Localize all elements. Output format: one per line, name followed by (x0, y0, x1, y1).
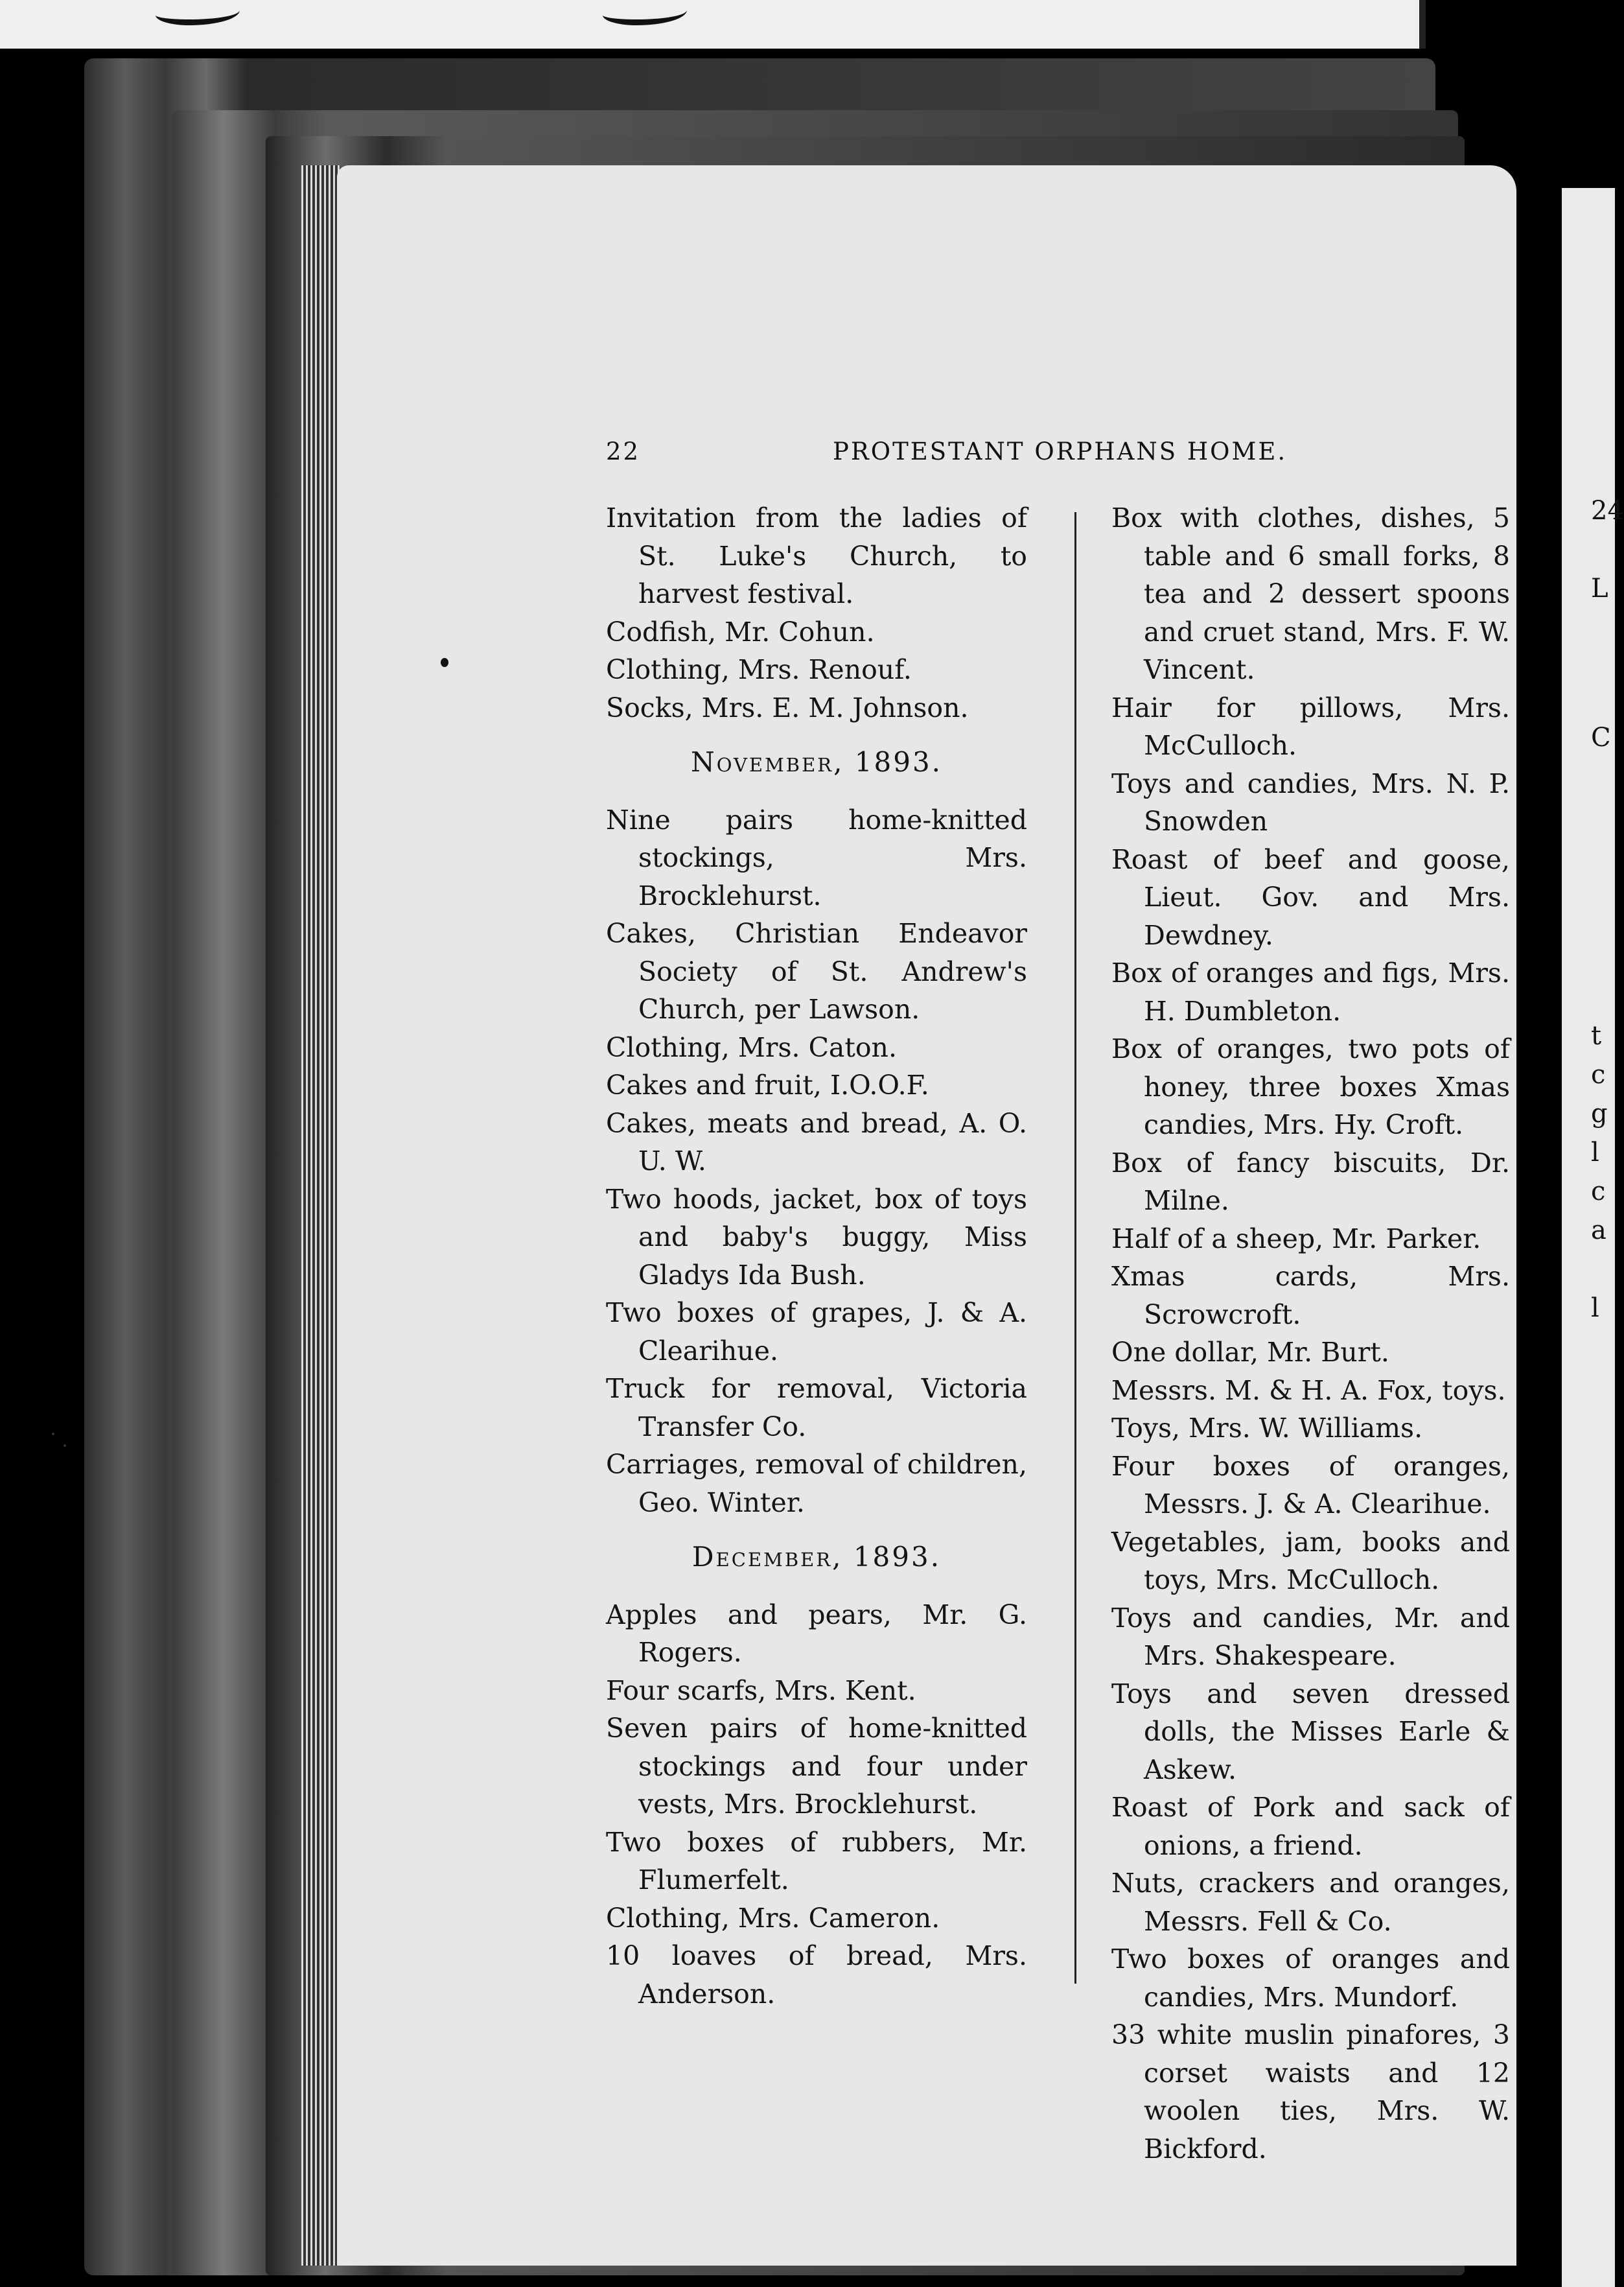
october-list (606, 499, 1027, 727)
list-item: Roast of Pork and sack of onions, a friend. (1111, 1792, 1510, 1861)
list-item: Seven pairs of home-knitted stockings and four under vests, Mrs. Brocklehurst. (606, 1713, 1027, 1820)
facing-page-fragment: L (1591, 574, 1608, 604)
list-item: Box of oranges, two pots of honey, three boxes Xmas candies, Mrs. Hy. Croft. (1111, 1033, 1510, 1140)
list-item: Nine pairs home-knitted stockings, Mrs. Brocklehurst. (606, 804, 1027, 911)
list-item: Xmas cards, Mrs. Scrowcroft. (1111, 1261, 1510, 1330)
list-item: Toys and candies, Mrs. N. P. Snowden (1111, 768, 1510, 837)
list-item: Toys and seven dressed dolls, the Misses Earle & Askew. (1111, 1678, 1510, 1785)
list-item: Box with clothes, dishes, 5 table and 6 small forks, 8 tea and 2 dessert spoons and cruet stand, Mrs. F. W. Vincent. (1111, 502, 1510, 685)
list-item: Cakes and fruit, I.O.O.F. (606, 1070, 929, 1101)
facing-page-fragment: l (1591, 1293, 1599, 1323)
facing-page-fragment: 24 (1591, 496, 1624, 526)
list-item: Clothing, Mrs. Renouf. (606, 654, 912, 685)
list-item: Nuts, crackers and oranges, Messrs. Fell & Co. (1111, 1868, 1510, 1937)
facing-page-fragment: C (1591, 723, 1611, 753)
list-item: Two boxes of rubbers, Mr. Flumerfelt. (606, 1826, 1027, 1895)
list-item: Cakes, Christian Endeavor Society of St. Andrew's Church, per Lawson. (606, 918, 1027, 1025)
facing-page-fragment: g (1591, 1099, 1608, 1129)
facing-page-fragment: c (1591, 1060, 1606, 1090)
right-column (1111, 499, 1510, 2168)
list-item: Two hoods, jacket, box of toys and baby's buggy, Miss Gladys Ida Bush. (606, 1183, 1027, 1291)
list-item: Vegetables, jam, books and toys, Mrs. McCulloch. (1111, 1526, 1510, 1595)
scan-mark (603, 0, 687, 25)
scan-background-sheet (0, 0, 1426, 49)
list-item: Truck for removal, Victoria Transfer Co. (606, 1373, 1027, 1442)
list-item: Carriages, removal of children, Geo. Winter. (606, 1449, 1027, 1518)
list-item: Messrs. M. & H. A. Fox, toys. (1111, 1374, 1506, 1406)
list-item: Box of oranges and figs, Mrs. H. Dumbleton. (1111, 957, 1510, 1027)
list-item: 33 white muslin pinafores, 3 corset waists and 12 woolen ties, Mrs. W. Bickford. (1111, 2019, 1510, 2164)
list-item: Invitation from the ladies of St. Luke's Church, to harvest festival. (606, 502, 1027, 609)
list-item: Clothing, Mrs. Cameron. (606, 1902, 940, 1934)
list-item: Codfish, Mr. Cohun. (606, 616, 875, 648)
running-title: PROTESTANT ORPHANS HOME. (833, 438, 1288, 465)
list-item: Half of a sheep, Mr. Parker. (1111, 1223, 1481, 1254)
page-number: 22 (606, 438, 641, 465)
list-item: Roast of beef and goose, Lieut. Gov. and Mrs. Dewdney. (1111, 843, 1510, 951)
december-list (606, 1596, 1027, 2013)
list-item: Socks, Mrs. E. M. Johnson. (606, 692, 969, 723)
ink-fleck (52, 1433, 54, 1435)
month-heading-december: December, 1893. (691, 1541, 942, 1573)
page-edges (301, 165, 340, 2266)
facing-page-fragment: t (1591, 1021, 1602, 1051)
list-item: Apples and pears, Mr. G. Rogers. (606, 1599, 1027, 1668)
list-item: Two boxes of grapes, J. & A. Clearihue. (606, 1297, 1027, 1366)
ink-spot (441, 658, 448, 667)
list-item: Four scarfs, Mrs. Kent. (606, 1674, 916, 1706)
column-divider (1074, 512, 1076, 1984)
list-item: 10 loaves of bread, Mrs. Anderson. (606, 1940, 1027, 2010)
list-item: One dollar, Mr. Burt. (1111, 1337, 1389, 1368)
facing-page-fragment: c (1591, 1177, 1606, 1206)
list-item: Two boxes of oranges and candies, Mrs. Mundorf. (1111, 1943, 1510, 2013)
month-heading-november: November, 1893. (690, 746, 943, 778)
left-column (606, 499, 1027, 2013)
list-item: Four boxes of oranges, Messrs. J. & A. Clearihue. (1111, 1450, 1510, 1519)
scan-mark (156, 0, 240, 25)
facing-page-fragment: l (1591, 1138, 1599, 1167)
list-item: Cakes, meats and bread, A. O. U. W. (606, 1107, 1027, 1177)
list-item: Clothing, Mrs. Caton. (606, 1031, 897, 1063)
list-item: Toys and candies, Mr. and Mrs. Shakespeare. (1111, 1602, 1510, 1671)
ink-fleck (64, 1444, 66, 1447)
november-list (606, 801, 1027, 1522)
list-item: Toys, Mrs. W. Williams. (1111, 1413, 1423, 1444)
facing-page-fragment: a (1591, 1215, 1607, 1245)
list-item: Hair for pillows, Mrs. McCulloch. (1111, 692, 1510, 761)
list-item: Box of fancy biscuits, Dr. Milne. (1111, 1147, 1510, 1216)
